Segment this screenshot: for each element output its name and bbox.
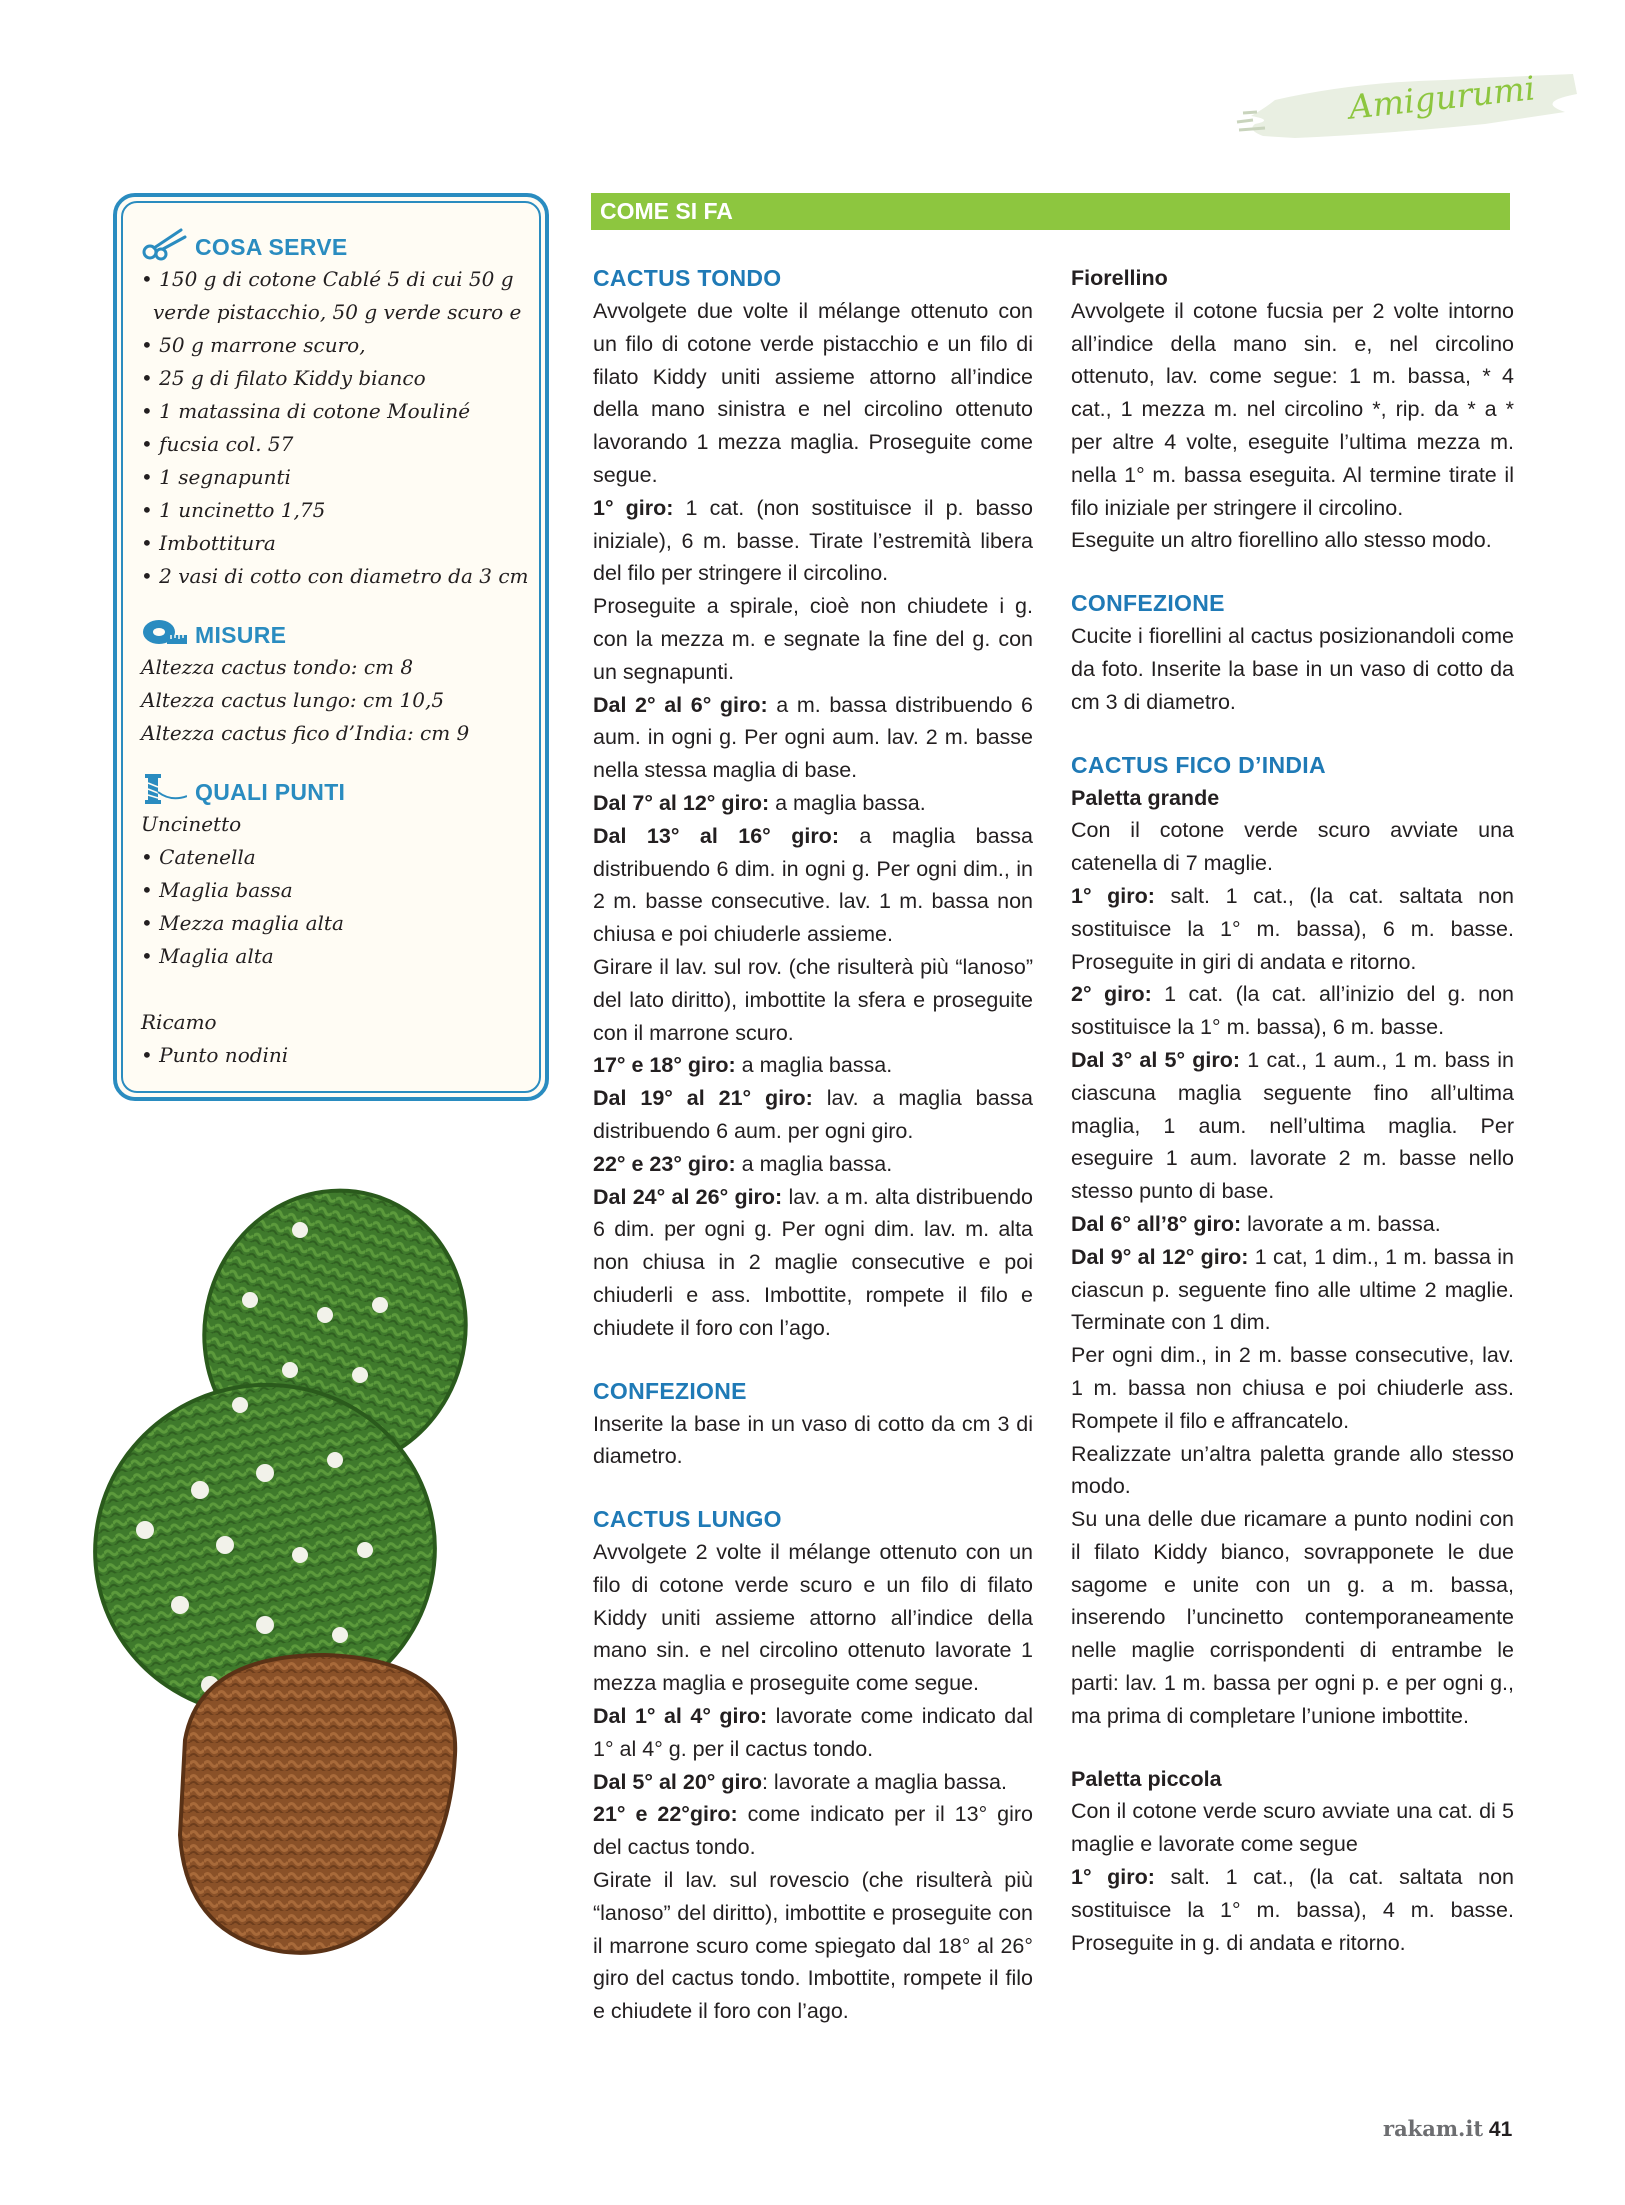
come-si-fa-bar xyxy=(591,193,1510,230)
materials-item: • 25 g di filato Kiddy bianco xyxy=(141,366,426,390)
misure-heading xyxy=(141,615,536,649)
instructions-column-2 xyxy=(1071,262,1514,1959)
round-label: Dal 24° al 26° giro: xyxy=(593,1184,783,1209)
stitch-item: • Punto nodini xyxy=(141,1043,289,1067)
materials-item: • Imbottitura xyxy=(141,531,276,555)
round-instruction xyxy=(593,787,1033,820)
measure-item: Altezza cactus lungo: cm 10,5 xyxy=(141,688,445,712)
round-text: : lavorate a maglia bassa. xyxy=(761,1769,1007,1794)
round-text: salt. 1 cat., (la cat. saltata non sostituisce la 1° m. bassa), 4 m. basse. Proseguite in g. di andata e ritorno. xyxy=(1071,1865,1515,1955)
round-instruction xyxy=(593,689,1033,787)
round-text: come indicato per il 13° giro del cactus tondo. xyxy=(593,1802,1033,1860)
round-instruction xyxy=(1071,1241,1514,1339)
tape-measure-icon xyxy=(141,615,187,649)
round-label: 1° giro: xyxy=(593,495,674,520)
round-label: Dal 2° al 6° giro: xyxy=(593,692,768,717)
materials-item: • 2 vasi di cotto con diametro da 3 cm xyxy=(141,564,529,588)
cosa-serve-title: COSA SERVE xyxy=(195,234,348,260)
paletta-piccola-heading: Paletta piccola xyxy=(1071,1766,1222,1791)
round-text: a maglia bassa. xyxy=(769,790,926,815)
round-instruction xyxy=(1071,1861,1514,1959)
confezione-heading: CONFEZIONE xyxy=(1071,590,1225,617)
round-label: Dal 5° al 20° giro xyxy=(593,1769,762,1794)
round-text: lav. a m. alta distribuendo 6 dim. per ogni g. Per ogni dim. lav. m. alta non chiusa in 2 maglie consecutive e poi chiuderli e ass. Imbottite, rompete il filo e chiudete il foro con l’ago. xyxy=(593,1184,1034,1340)
materials-item: • fucsia col. 57 xyxy=(141,432,294,456)
round-text: salt. 1 cat., (la cat. saltata non sostituisce la 1° m. bassa), 6 m. basse. Proseguite in giri di andata e ritorno. xyxy=(1071,883,1515,974)
round-instruction xyxy=(1071,1208,1514,1241)
round-text: 1 cat. (non sostituisce il p. basso iniziale), 6 m. basse. Tirate l’estremità libera del filo per stringere il circolino. xyxy=(593,495,1033,586)
round-text: a maglia bassa distribuendo 6 dim. in ogni g. Per ogni dim., in 2 m. basse consecutive. lav. 1 m. bassa non chiusa e poi chiuderle assieme. xyxy=(593,823,1033,947)
round-instruction xyxy=(593,1798,1033,1864)
quali-punti-title: QUALI PUNTI xyxy=(195,779,346,805)
come-si-fa-title: COME SI FA xyxy=(600,198,733,224)
crochet-cactus-photo xyxy=(50,1155,570,1995)
round-label: Dal 13° al 16° giro: xyxy=(593,823,839,848)
round-text: 1 cat., 1 aum., 1 m. bass in ciascuna maglia seguente fino all’ultima maglia, 1 aum. nell’ultima maglia. Per eseguire 1 aum. lavorate 2 m. basse nello stesso punto di base. xyxy=(1071,1047,1514,1204)
paragraph: Girate il lav. sul rovescio (che risulterà più “lanoso” del diritto), imbottite e proseguite con il marrone scuro come spiegato dal 18° al 26° giro del cactus tondo. Imbottite, rompete il filo e chiudete il foro con l’ago. xyxy=(593,1868,1033,2024)
stitch-item: • Catenella xyxy=(141,845,256,869)
round-text: lavorate a m. bassa. xyxy=(1241,1211,1441,1236)
paragraph: Proseguite a spirale, cioè non chiudete i g. con la mezza m. e segnate la fine del g. con un segnapunti. xyxy=(593,594,1033,684)
materials-item: • 50 g marrone scuro, xyxy=(141,333,366,357)
round-text: a m. bassa distribuendo 6 aum. in ogni g. Per ogni aum. lav. 2 m. basse nella stessa maglia di base. xyxy=(593,692,1033,783)
measures-list xyxy=(141,651,536,750)
cactus-tondo-heading: CACTUS TONDO xyxy=(593,265,782,291)
paragraph: Avvolgete due volte il mélange ottenuto con un filo di cotone verde pistacchio e un filo di filato Kiddy uniti assieme attorno all’indice della mano sinistra e nel circolino ottenuto lavorando 1 mezza maglia. Proseguite come segue. xyxy=(593,299,1033,487)
round-label: Dal 7° al 12° giro: xyxy=(593,790,770,815)
cosa-serve-heading xyxy=(141,227,536,261)
round-label: 1° giro: xyxy=(1071,883,1155,908)
round-label: Dal 19° al 21° giro: xyxy=(593,1086,813,1111)
paragraph: Su una delle due ricamare a punto nodini con il filato Kiddy bianco, sovrapponete le due sagome e unite con un g. a m. bassa, inserendo l’uncinetto contemporaneamente nelle maglie corrispondenti di entrambe le parti: lav. 1 m. bassa per ogni p. e per ogni g., ma prima di completare l’unione imbottite. xyxy=(1071,1507,1514,1728)
scissors-icon xyxy=(141,227,187,261)
section-tag xyxy=(1235,68,1580,142)
round-instruction xyxy=(593,1700,1033,1766)
materials-item: • 1 segnapunti xyxy=(141,465,291,489)
paragraph: Con il cotone verde scuro avviate una catenella di 7 maglie. xyxy=(1071,818,1514,876)
thread-spool-icon xyxy=(141,772,187,806)
round-label: 22° e 23° giro: xyxy=(593,1151,736,1176)
round-label: Dal 9° al 12° giro: xyxy=(1071,1244,1249,1269)
round-instruction xyxy=(593,820,1033,951)
confezione-heading: CONFEZIONE xyxy=(593,1377,747,1404)
materials-box xyxy=(113,193,549,1101)
stitch-item: • Mezza maglia alta xyxy=(141,911,344,935)
quali-punti-heading xyxy=(141,772,536,806)
paragraph: Per ogni dim., in 2 m. basse consecutive, lav. 1 m. bassa non chiusa e poi chiuderle ass. Rompete il filo e affrancatelo. xyxy=(1071,1343,1514,1433)
round-instruction xyxy=(1071,1044,1514,1208)
round-label: Dal 1° al 4° giro: xyxy=(593,1704,768,1729)
round-instruction xyxy=(593,492,1033,590)
cactus-fico-heading: CACTUS FICO D’INDIA xyxy=(1071,751,1326,778)
ricamo-label: Ricamo xyxy=(141,1010,217,1034)
page-folio xyxy=(1383,2116,1512,2142)
round-text: 1 cat, 1 dim., 1 m. bassa in ciascun p. seguente fino alle ultime 2 maglie. Terminate con 1 dim. xyxy=(1071,1244,1514,1335)
round-instruction xyxy=(593,1148,1033,1181)
section-tag-label: Amigurumi xyxy=(1347,68,1537,127)
paragraph: Con il cotone verde scuro avviate una cat. di 5 maglie e lavorate come segue xyxy=(1071,1799,1514,1857)
materials-item: • 1 matassina di cotone Mouliné xyxy=(141,399,471,423)
round-label: Dal 6° all’8° giro: xyxy=(1071,1211,1242,1236)
instructions-column-1 xyxy=(593,262,1033,2028)
round-label: 1° giro: xyxy=(1071,1865,1155,1890)
stitch-item: • Maglia bassa xyxy=(141,878,293,902)
round-text: lav. a maglia bassa distribuendo 6 aum. per ogni giro. xyxy=(593,1086,1033,1143)
pot xyxy=(180,1655,455,1953)
site-name: rakam.it xyxy=(1383,2116,1484,2141)
round-label: 21° e 22°giro: xyxy=(593,1802,738,1827)
round-instruction xyxy=(593,1181,1033,1345)
round-label: 17° e 18° giro: xyxy=(593,1053,736,1078)
round-instruction xyxy=(1071,978,1514,1044)
misure-title: MISURE xyxy=(195,622,287,648)
paletta-grande-heading: Paletta grande xyxy=(1071,785,1220,810)
paragraph: Eseguite un altro fiorellino allo stesso modo. xyxy=(1071,528,1492,553)
round-text: lavorate come indicato dal 1° al 4° g. per il cactus tondo. xyxy=(593,1704,1033,1761)
measure-item: Altezza cactus tondo: cm 8 xyxy=(141,655,414,679)
materials-item: • 150 g di cotone Cablé 5 di cui 50 g xyxy=(141,267,514,291)
round-instruction xyxy=(1071,880,1514,978)
paragraph: Girare il lav. sul rov. (che risulterà più “lanoso” del lato diritto), imbottite la sfera e proseguite con il marrone scuro. xyxy=(593,954,1033,1045)
materials-list xyxy=(141,263,536,593)
round-instruction xyxy=(593,1082,1033,1148)
round-label: 2° giro: xyxy=(1071,982,1152,1007)
round-text: a maglia bassa. xyxy=(735,1151,893,1176)
paragraph: Avvolgete il cotone fucsia per 2 volte intorno all’indice della mano sin. e, nel circolino ottenuto, lav. come segue: 1 m. bassa, * 4 cat., 1 mezza m. nel circolino *, rip. da * a * per altre 4 volte, eseguite l’ultima mezza m. nella 1° m. bassa eseguita. Al termine tirate il filo iniziale per stringere il circolino. xyxy=(1071,298,1514,520)
paragraph: Inserite la base in un vaso di cotto da cm 3 di diametro. xyxy=(593,1411,1033,1469)
cactus-lungo-heading: CACTUS LUNGO xyxy=(593,1506,782,1533)
stitch-item: Uncinetto xyxy=(141,812,242,836)
paragraph: Avvolgete 2 volte il mélange ottenuto con un filo di cotone verde scuro e un filo di filato Kiddy uniti assieme attorno all’indice della mano sin. e nel circolino ottenuto lavorate 1 mezza maglia e proseguite come segue. xyxy=(593,1540,1033,1696)
materials-item: verde pistacchio, 50 g verde scuro e xyxy=(153,300,522,324)
round-text: a maglia bassa. xyxy=(735,1053,893,1078)
fiorellino-heading: Fiorellino xyxy=(1071,266,1168,290)
round-text: 1 cat. (la cat. all’inizio del g. non sostituisce la 1° m. bassa), 6 m. basse. xyxy=(1071,982,1514,1040)
stitches-list xyxy=(141,808,536,1072)
paragraph: Realizzate un’altra paletta grande allo stesso modo. xyxy=(1071,1441,1514,1499)
page-number: 41 xyxy=(1488,2118,1513,2141)
materials-item: • 1 uncinetto 1,75 xyxy=(141,498,326,522)
round-instruction xyxy=(593,1766,1033,1799)
stitch-item: • Maglia alta xyxy=(141,944,274,968)
round-instruction xyxy=(593,1049,1033,1082)
paragraph: Cucite i fiorellini al cactus posizionandoli come da foto. Inserite la base in un vaso di cotto da cm 3 di diametro. xyxy=(1071,624,1514,714)
measure-item: Altezza cactus fico d’India: cm 9 xyxy=(141,721,470,745)
round-label: Dal 3° al 5° giro: xyxy=(1071,1047,1241,1072)
